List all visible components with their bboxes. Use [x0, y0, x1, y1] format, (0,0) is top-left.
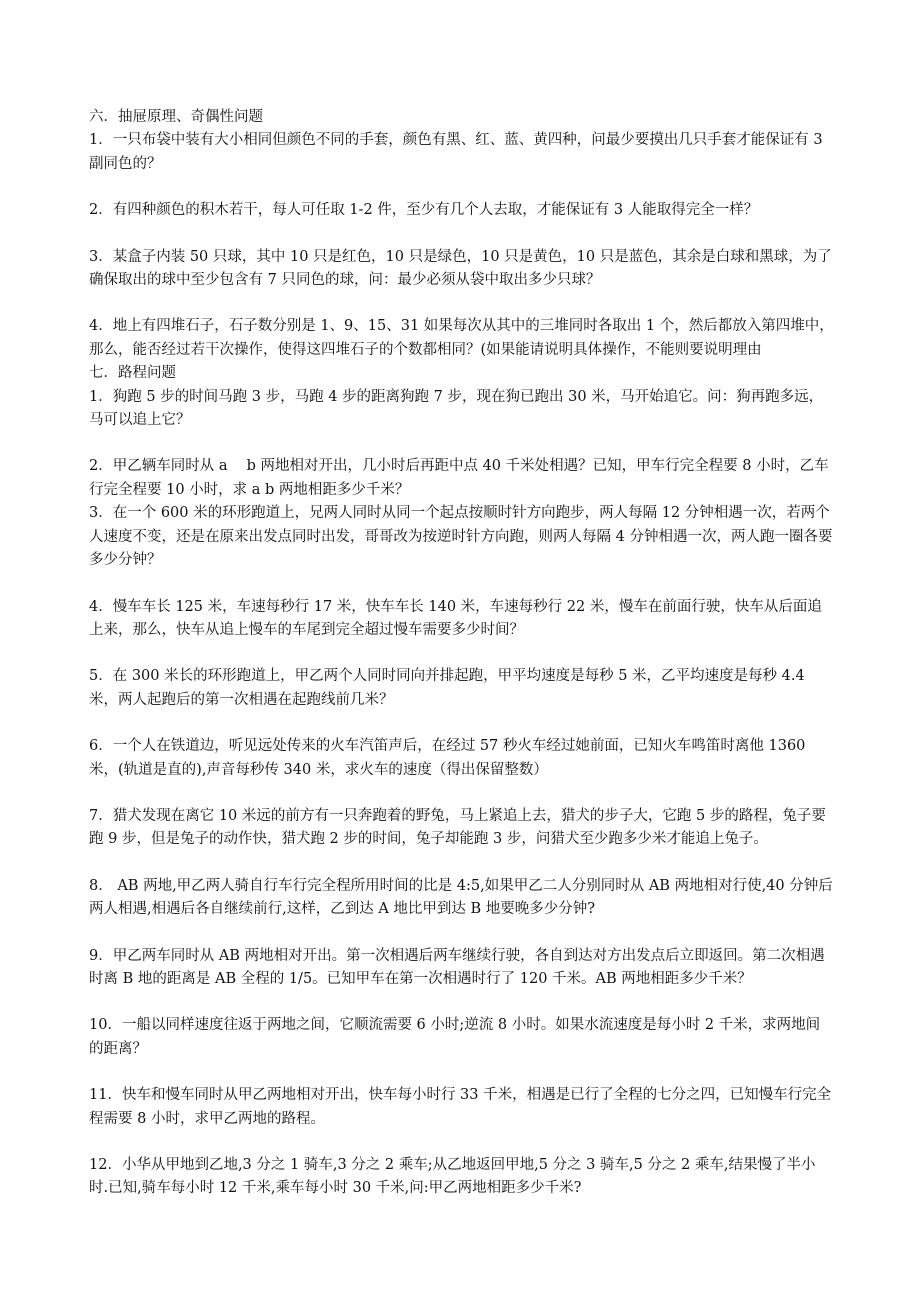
section-7-question-6: 6．一个人在铁道边，听见远处传来的火车汽笛声后，在经过 57 秒火车经过她前面，已知火车鸣笛时离他 1360 米，(轨道是直的),声音每秒传 340 米，求火车的速度（得出保留整数）: [89, 738, 806, 778]
section-7-question-2: 2．甲乙辆车同时从 a b 两地相对开出，几小时后再距中点 40 千米处相遇？已知，甲车行完全程要 8 小时，乙车行完全程要 10 小时，求 a b 两地相距多少千米？: [89, 458, 829, 498]
section-7-question-12: 12．小华从甲地到乙地,3 分之 1 骑车,3 分之 2 乘车;从乙地返回甲地,5 分之 3 骑车,5 分之 2 乘车,结果慢了半小时.已知,骑车每小时 12 千米,乘车每小时 30 千米,问:甲乙两地相距多少千米?: [89, 1157, 816, 1197]
section-7-question-3: 3．在一个 600 米的环形跑道上，兄两人同时从同一个起点按顺时针方向跑步，两人每隔 12 分钟相遇一次，若两个人速度不变，还是在原来出发点同时出发，哥哥改为按逆时针方向跑，则两人每隔 4 分钟相遇一次，两人跑一圈各要多少分钟？: [89, 505, 833, 569]
section-7-question-10: 10．一船以同样速度往返于两地之间，它顺流需要 6 小时;逆流 8 小时。如果水流速度是每小时 2 千米，求两地间的距离？: [89, 1017, 821, 1057]
section-6-heading: 六．抽屉原理、奇偶性问题: [89, 109, 263, 125]
section-7-question-7: 7．猎犬发现在离它 10 米远的前方有一只奔跑着的野兔，马上紧追上去，猎犬的步子大，它跑 5 步的路程，兔子要跑 9 步，但是兔子的动作快，猎犬跑 2 步的时间，兔子却能跑 3 步，问猎犬至少跑多少米才能追上兔子。: [89, 807, 826, 848]
section-6-question-2: 2．有四种颜色的积木若干，每人可任取 1-2 件，至少有几个人去取，才能保证有 3 人能取得完全一样？: [89, 202, 759, 219]
section-7-question-1: 1．狗跑 5 步的时间马跑 3 步，马跑 4 步的距离狗跑 7 步，现在狗已跑出 30 米，马开始追它。问：狗再跑多远，马可以追上它？: [89, 388, 824, 429]
section-6-question-3: 3．某盒子内装 50 只球，其中 10 只是红色，10 只是绿色，10 只是黄色，10 只是蓝色，其余是白球和黑球，为了确保取出的球中至少包含有 7 只同色的球，问：最少必须从袋中取出多少只球？: [89, 248, 832, 289]
section-7-question-4: 4．慢车车长 125 米，车速每秒行 17 米，快车车长 140 米，车速每秒行 22 米，慢车在前面行驶，快车从后面追上来，那么，快车从追上慢车的车尾到完全超过慢车需要多少时间？: [89, 598, 822, 638]
section-7-heading: 七．路程问题: [89, 365, 176, 382]
section-6-question-4: 4．地上有四堆石子，石子数分别是 1、9、15、31 如果每次从其中的三堆同时各取出 1 个，然后都放入第四堆中，那么，能否经过若干次操作，使得这四堆石子的个数都相同？(如果能请说明具体操作，不能则要说明理由: [89, 318, 834, 358]
section-7-question-8: 8． AB 两地,甲乙两人骑自行车行完全程所用时间的比是 4:5,如果甲乙二人分别同时从 AB 两地相对行使,40 分钟后两人相遇,相遇后各自继续前行,这样，乙到达 A 地比甲到达 B 地要晚多少分钟?: [89, 877, 833, 918]
section-7-question-5: 5．在 300 米长的环形跑道上，甲乙两个人同时同向并排起跑，甲平均速度是每秒 5 米，乙平均速度是每秒 4.4 米，两人起跑后的第一次相遇在起跑线前几米？: [89, 668, 805, 708]
section-7-question-9: 9．甲乙两车同时从 AB 两地相对开出。第一次相遇后两车继续行驶，各自到达对方出发点后立即返回。第二次相遇时离 B 地的距离是 AB 全程的 1/5。已知甲车在第一次相遇时行了 120 千米。AB 两地相距多少千米？: [89, 947, 825, 987]
document-body: [89, 106, 834, 1201]
section-7-question-11: 11．快车和慢车同时从甲乙两地相对开出，快车每小时行 33 千米，相遇是已行了全程的七分之四，已知慢车行完全程需要 8 小时，求甲乙两地的路程。: [89, 1087, 832, 1127]
section-6-question-1: 1．一只布袋中装有大小相同但颜色不同的手套，颜色有黑、红、蓝、黄四种，问最少要摸出几只手套才能保证有 3 副同色的？: [89, 132, 823, 172]
